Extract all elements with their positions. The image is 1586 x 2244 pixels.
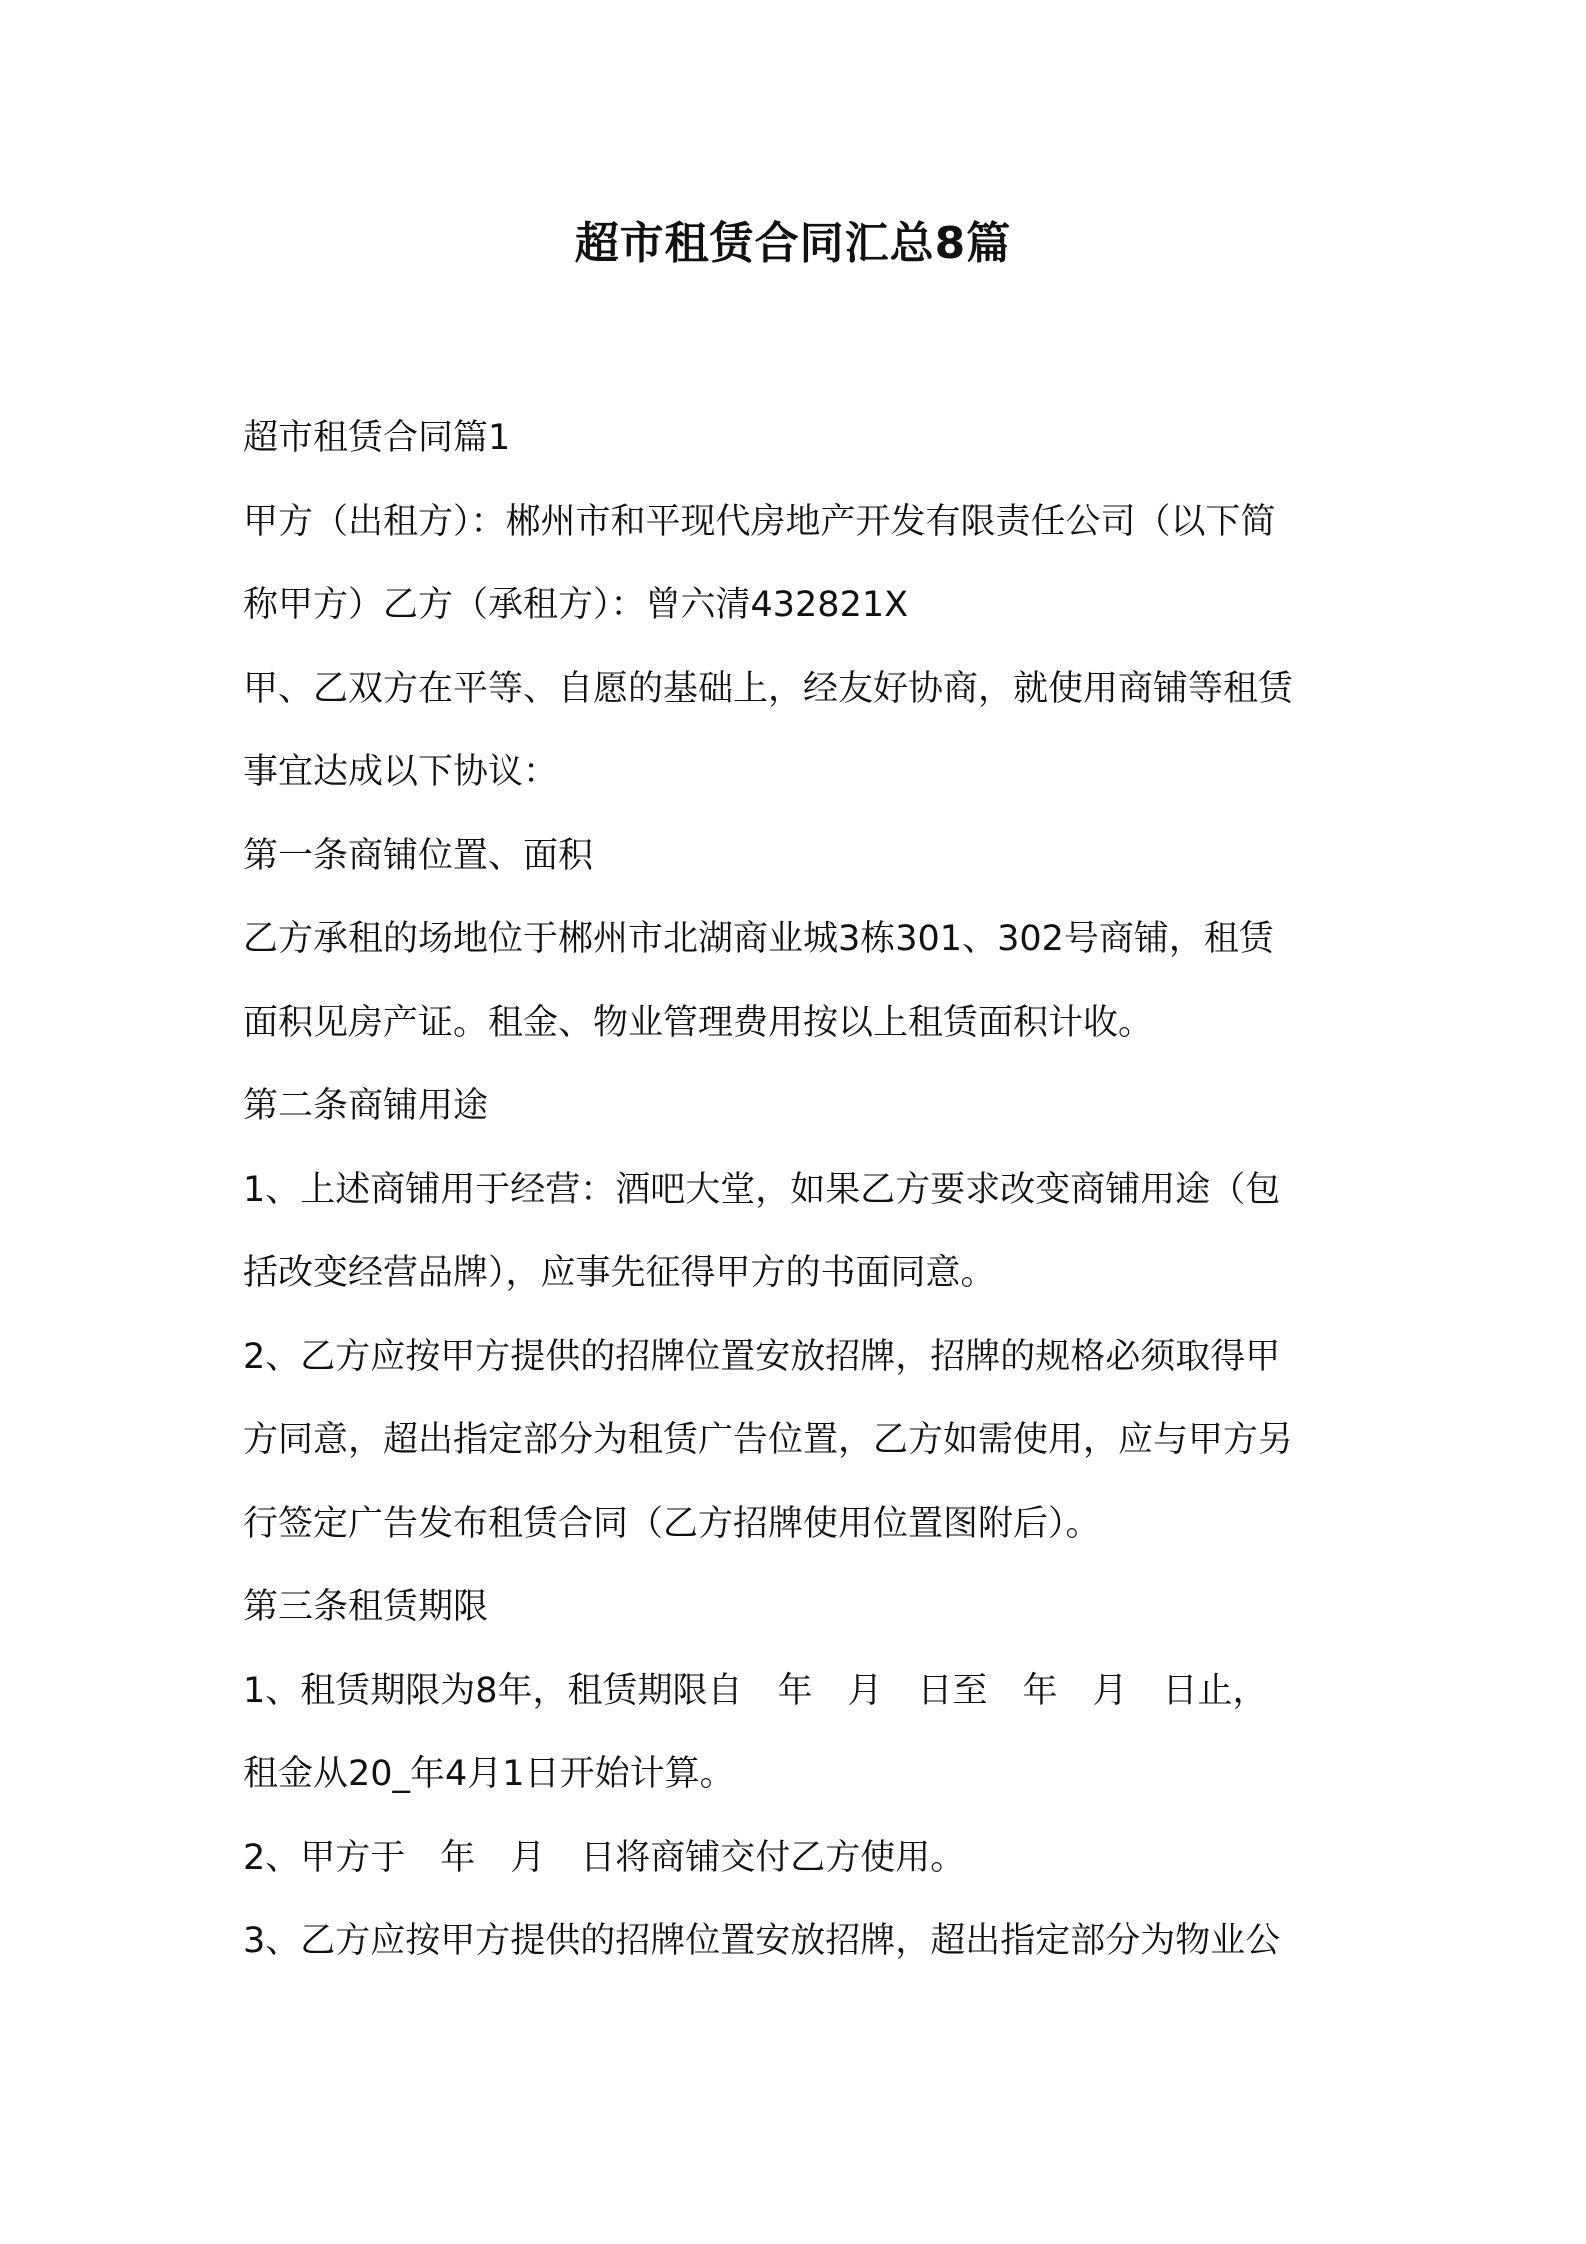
article-heading: 第一条商铺位置、面积 xyxy=(243,836,594,876)
paragraph-line: 称甲方）乙方（承租方）：曾六清432821X xyxy=(243,585,909,625)
paragraph-line: 括改变经营品牌），应事先征得甲方的书面同意。 xyxy=(243,1253,996,1293)
paragraph-line: 甲方（出租方）：郴州市和平现代房地产开发有限责任公司（以下简 xyxy=(243,502,1276,542)
document-title: 超市租赁合同汇总8篇 xyxy=(574,218,1012,269)
paragraph-line: 1、租赁期限为8年，租赁期限自 年 月 日至 年 月 日止， xyxy=(243,1671,1268,1711)
article-heading: 第二条商铺用途 xyxy=(243,1086,489,1126)
paragraph-line: 面积见房产证。租金、物业管理费用按以上租赁面积计收。 xyxy=(243,1003,1154,1043)
paragraph-line: 事宜达成以下协议： xyxy=(243,752,559,792)
paragraph-line: 3、乙方应按甲方提供的招牌位置安放招牌，超出指定部分为物业公 xyxy=(243,1921,1281,1961)
paragraph-line: 行签定广告发布租赁合同（乙方招牌使用位置图附后）。 xyxy=(243,1504,1101,1544)
paragraph-line: 2、甲方于 年 月 日将商铺交付乙方使用。 xyxy=(243,1838,966,1878)
paragraph-line: 租金从20_年4月1日开始计算。 xyxy=(243,1754,735,1794)
paragraph-line: 方同意，超出指定部分为租赁广告位置，乙方如需使用，应与甲方另 xyxy=(243,1420,1294,1460)
paragraph-line: 1、上述商铺用于经营：酒吧大堂，如果乙方要求改变商铺用途（包 xyxy=(243,1170,1281,1210)
paragraph-line: 2、乙方应按甲方提供的招牌位置安放招牌，招牌的规格必须取得甲 xyxy=(243,1337,1281,1377)
article-heading: 第三条租赁期限 xyxy=(243,1587,489,1627)
paragraph-line: 甲、乙双方在平等、自愿的基础上，经友好协商，就使用商铺等租赁 xyxy=(243,669,1294,709)
section-heading: 超市租赁合同篇1 xyxy=(243,418,511,458)
paragraph-line: 乙方承租的场地位于郴州市北湖商业城3栋301、302号商铺，租赁 xyxy=(243,919,1274,959)
